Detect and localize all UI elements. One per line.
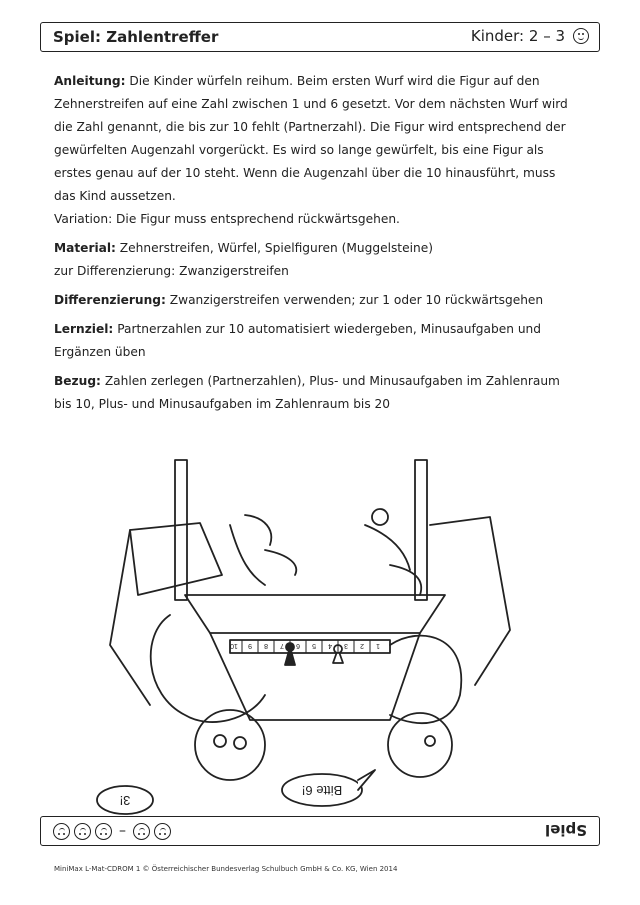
number-strip [230,640,390,653]
strip-number: 6 [296,642,300,649]
smiley-icon [573,28,589,44]
rating-faces [53,823,171,840]
differenzierung-text: Zwanzigerstreifen verwenden; zur 1 oder 10 rückwärtsgehen [169,293,544,307]
smiley-icon [95,823,112,840]
strip-number: 9 [248,642,252,649]
child-right-body [390,636,461,724]
smiley-icon [133,823,150,840]
strip-number: 1 [376,642,380,649]
lernziel-label: Lernziel: [54,322,114,336]
footer-box [40,816,600,846]
speech-left: 3! [119,793,131,808]
anleitung-label: Anleitung: [54,74,126,88]
material-label: Material: [54,241,116,255]
table-leg-left [175,460,187,600]
rating-dash: – [119,823,126,840]
bezug-label: Bezug: [54,374,101,388]
strip-number: 2 [360,642,364,649]
bezug-text: Zahlen zerlegen (Partnerzahlen), Plus- und Minusaufgaben im Zahlenraum bis 10, Plus- und Minusaufgaben im Zahlenraum bis 20 [54,374,560,411]
strip-number: 5 [312,642,316,649]
children-count-label: Kinder: 2 – 3 [470,27,565,45]
strip-number: 3 [344,642,348,649]
strip-number: 7 [280,642,284,649]
game-illustration [90,455,560,815]
strip-number: 4 [328,642,332,649]
copyright: MiniMax L-Mat-CDROM 1 © Österreichischer Bundesverlag Schulbuch GmbH & Co. KG, Wien 2014 [54,865,398,873]
children-count [471,27,589,45]
lernziel-text: Partnerzahlen zur 10 automatisiert wiedergeben, Minusaufgaben und Ergänzen üben [54,322,541,359]
material-text: Zehnerstreifen, Würfel, Spielfiguren (Muggelsteine) [119,241,433,255]
speech-right: Bitte 6! [301,783,343,798]
strip-number: 8 [264,642,268,649]
page-title: Spiel: Zahlentreffer [53,28,219,46]
material-extra: zur Differenzierung: Zwanzigerstreifen [54,264,289,278]
section-differenzierung [54,289,574,312]
header-box [40,22,600,52]
section-anleitung [54,70,574,231]
section-material [54,237,574,283]
strip-number: 10 [230,642,238,649]
section-bezug [54,370,574,416]
anleitung-variation: Variation: Die Figur muss entsprechend rückwärtsgehen. [54,212,400,226]
anleitung-text: Die Kinder würfeln reihum. Beim ersten Wurf wird die Figur auf den Zehnerstreifen auf eine Zahl zwischen 1 und 6 gesetzt. Vor dem nächsten Wurf wird die Zahl genannt, die bis zur 10 fehlt (Partnerzahl). Die Figur wird entsprechend der gewürfelten Augenzahl vorgerückt. Es wird so lange gewürfelt, bis eine Figur als erstes genau auf der 10 steht. Wenn die Augenzahl über die 10 hinausführt, muss das Kind aussetzen. [54,74,568,203]
footer-label: Spiel [545,821,587,839]
instructions [54,70,574,422]
smiley-icon [74,823,91,840]
smiley-icon [154,823,171,840]
smiley-icon [53,823,70,840]
section-lernziel [54,318,574,364]
table-top [185,595,445,633]
table-leg-right [415,460,427,600]
chair-left [130,523,222,595]
differenzierung-label: Differenzierung: [54,293,166,307]
